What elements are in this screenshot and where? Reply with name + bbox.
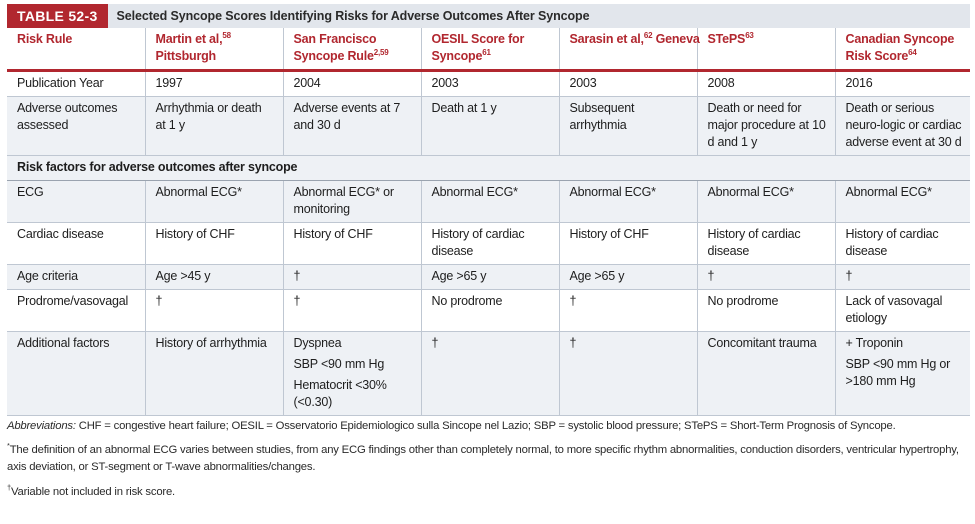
cell-line: Abnormal ECG*: [707, 185, 794, 199]
row-label: Additional factors: [7, 332, 145, 416]
cell-line: Age >65 y: [569, 269, 625, 283]
table-cell: [283, 265, 421, 290]
table-cell: [559, 290, 697, 332]
table-cell: [697, 223, 835, 265]
table-cell: [421, 265, 559, 290]
table-cell: [145, 97, 283, 156]
header-oesil: OESIL Score for Syncope$^{61}$: [421, 28, 559, 71]
cell-line: 2003: [569, 76, 597, 90]
table-row: [7, 97, 970, 156]
table-row: [7, 290, 970, 332]
table-cell: [283, 97, 421, 156]
cell-line: Abnormal ECG*: [155, 185, 242, 199]
cell-line: Adverse events at 7 and 30 d: [293, 101, 401, 132]
table-cell: [145, 290, 283, 332]
table-cell: [145, 181, 283, 223]
cell-line: 2016: [845, 76, 873, 90]
cell-line: Abnormal ECG*: [845, 185, 932, 199]
cell-line: †: [293, 294, 301, 308]
row-label: Publication Year: [7, 71, 145, 97]
table-cell: [145, 332, 283, 416]
cell-line: Death or serious neuro-logic or cardiac adverse event at 30 d: [845, 101, 962, 149]
cell-line: Hematocrit <30% (<0.30): [293, 378, 387, 409]
section-row: [7, 156, 970, 181]
table-cell: [559, 223, 697, 265]
cell-line: SBP <90 mm Hg: [293, 357, 385, 371]
cell-line: Abnormal ECG*: [569, 185, 656, 199]
section-label: Risk factors for adverse outcomes after syncope: [7, 156, 970, 181]
table-cell: [283, 181, 421, 223]
cell-line: + Troponin: [845, 336, 903, 350]
header-sarasin: Sarasin et al,$^{62}$ Geneva: [559, 28, 697, 71]
header-martin: Martin et al,$^{58}$ Pittsburgh: [145, 28, 283, 71]
table-cell: [421, 71, 559, 97]
cell-line: Subsequent arrhythmia: [569, 101, 635, 132]
row-label: Age criteria: [7, 265, 145, 290]
cell-line: Abnormal ECG* or monitoring: [293, 185, 394, 216]
row-label: Adverse outcomes assessed: [7, 97, 145, 156]
table-cell: [559, 332, 697, 416]
table-number: TABLE 52-3: [7, 4, 108, 28]
cell-line: 1997: [155, 76, 183, 90]
cell-line: †: [293, 269, 301, 283]
cell-line: 2008: [707, 76, 735, 90]
table-cell: [697, 332, 835, 416]
table-row: [7, 71, 970, 97]
table-cell: [835, 181, 970, 223]
cell-line: Dyspnea: [293, 336, 342, 350]
table-cell: [835, 97, 970, 156]
cell-line: History of cardiac disease: [707, 227, 801, 258]
table-cell: [283, 71, 421, 97]
row-label: Prodrome/vasovagal: [7, 290, 145, 332]
cell-line: Abnormal ECG*: [431, 185, 518, 199]
cell-line: History of arrhythmia: [155, 336, 267, 350]
table-cell: [421, 181, 559, 223]
cell-line: Lack of vasovagal etiology: [845, 294, 943, 325]
table-cell: [421, 223, 559, 265]
syncope-scores-table: [7, 28, 970, 416]
table-cell: [283, 290, 421, 332]
table-cell: [697, 265, 835, 290]
cell-line: †: [155, 294, 163, 308]
table-cell: [421, 332, 559, 416]
footnote-dagger: †Variable not included in risk score.: [7, 483, 175, 498]
cell-line: †: [845, 269, 853, 283]
header-steps: STePS$^{63}$: [697, 28, 835, 71]
cell-line: Arrhythmia or death at 1 y: [155, 101, 262, 132]
table-row: [7, 223, 970, 265]
cell-line: †: [569, 336, 577, 350]
table-title-bar: [7, 4, 970, 28]
cell-line: History of cardiac disease: [845, 227, 939, 258]
cell-line: †: [707, 269, 715, 283]
table-cell: [697, 290, 835, 332]
table-cell: [697, 97, 835, 156]
cell-line: History of CHF: [293, 227, 373, 241]
table-cell: [283, 332, 421, 416]
cell-line: Death at 1 y: [431, 101, 497, 115]
table-cell: [421, 97, 559, 156]
table-cell: [835, 265, 970, 290]
cell-line: No prodrome: [431, 294, 503, 308]
table-cell: [559, 97, 697, 156]
table-cell: [835, 223, 970, 265]
table-row: [7, 181, 970, 223]
cell-line: History of CHF: [155, 227, 235, 241]
table-cell: [697, 181, 835, 223]
header-risk-rule: Risk Rule: [7, 28, 145, 71]
cell-line: †: [569, 294, 577, 308]
cell-line: Concomitant trauma: [707, 336, 817, 350]
cell-line: SBP <90 mm Hg or >180 mm Hg: [845, 357, 951, 388]
row-label: Cardiac disease: [7, 223, 145, 265]
table-cell: [283, 223, 421, 265]
row-label: ECG: [7, 181, 145, 223]
cell-line: No prodrome: [707, 294, 779, 308]
cell-line: Age >45 y: [155, 269, 211, 283]
cell-line: †: [431, 336, 439, 350]
table-cell: [145, 223, 283, 265]
header-row: [7, 28, 970, 71]
cell-line: History of CHF: [569, 227, 649, 241]
table-cell: [835, 332, 970, 416]
header-canadian: Canadian Syncope Risk Score$^{64}$: [835, 28, 970, 71]
table-cell: [559, 71, 697, 97]
cell-line: Death or need for major procedure at 10 d and 1 y: [707, 101, 826, 149]
table-cell: [835, 290, 970, 332]
table-cell: [145, 71, 283, 97]
table-title: Selected Syncope Scores Identifying Risks for Adverse Outcomes After Syncope: [116, 9, 590, 23]
table-cell: [835, 71, 970, 97]
footnote-abnormal-ecg: *The definition of an abnormal ECG varies between studies, from any ECG findings other than completely normal, to more specific rhythm abnormalities, conduction disorders, ventricular hypertrophy, axis deviation, or ST-segment or T-wave abnormalities/changes.: [7, 441, 959, 473]
table-row: [7, 265, 970, 290]
table-cell: [559, 265, 697, 290]
header-san-francisco: San Francisco Syncope Rule$^{2,59}$: [283, 28, 421, 71]
cell-line: History of cardiac disease: [431, 227, 525, 258]
cell-line: 2004: [293, 76, 321, 90]
footnote-abbreviations: Abbreviations: CHF = congestive heart failure; OESIL = Osservatorio Epidemiologico sulla Sincope nel Lazio; SBP = systolic blood pressure; STePS = Short-Term Prognosis of Syncope.: [7, 420, 896, 432]
table-cell: [145, 265, 283, 290]
table-cell: [421, 290, 559, 332]
table-cell: [559, 181, 697, 223]
table-row: [7, 332, 970, 416]
cell-line: 2003: [431, 76, 459, 90]
table-cell: [697, 71, 835, 97]
cell-line: Age >65 y: [431, 269, 487, 283]
